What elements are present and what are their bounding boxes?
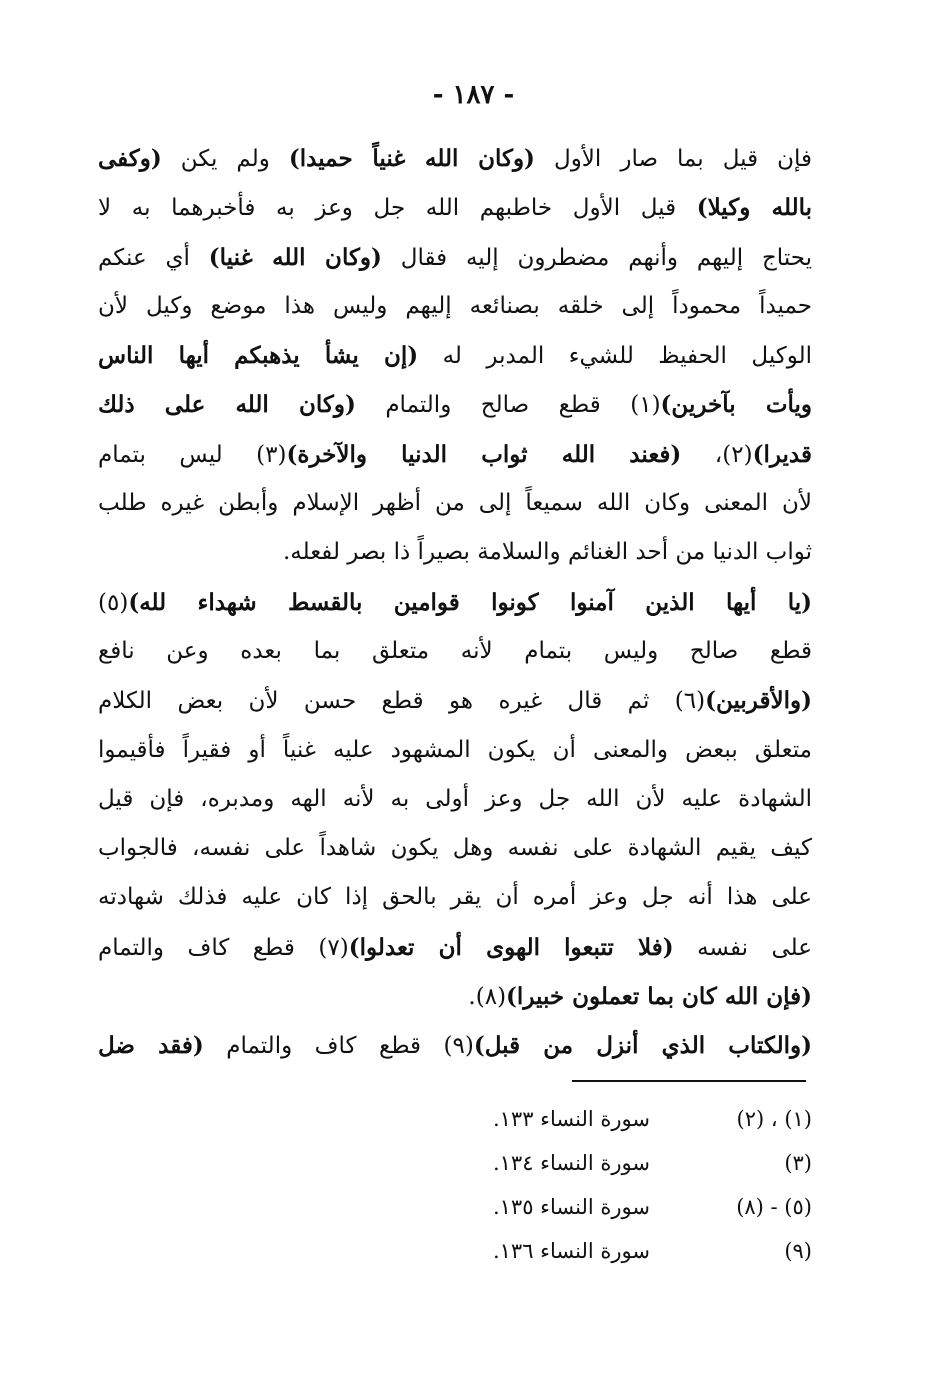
footnotes: [420, 1097, 812, 1273]
text-line: [98, 380, 812, 429]
text-line: [98, 873, 812, 922]
footnote-separator: [572, 1080, 806, 1082]
body-text: [98, 134, 812, 1071]
text-line: [98, 972, 812, 1021]
text-line: [98, 726, 812, 775]
footnote-label: (٩): [784, 1239, 812, 1263]
text-segment: (٧) قطع كاف والتمام: [98, 934, 349, 961]
text-line: [98, 331, 812, 380]
text-line: [98, 676, 812, 725]
text-segment: على هذا أنه جل وعز أمره أن يقر بالحق إذا كان عليه فذلك شهادته: [98, 884, 812, 911]
quran-quote: (والكتاب الذي أنزل من قبل): [473, 1032, 812, 1060]
text-line: [98, 282, 812, 331]
text-segment: يحتاج إليهم وأنهم مضطرون إليه فقال: [381, 244, 813, 271]
text-line: [98, 824, 812, 873]
footnote-item: [420, 1141, 812, 1185]
quran-quote: (يا أيها الذين آمنوا كونوا قوامين بالقسط شهداء لله): [128, 588, 812, 616]
text-segment: (٢)،: [681, 441, 753, 468]
text-segment: حميداً محموداً إلى خلقه بصنائعه إليهم وليس هذا موضع وكيل لأن: [98, 292, 812, 319]
text-segment: (٦) ثم قال غيره هو قطع حسن لأن بعض الكلام: [98, 688, 706, 715]
text-segment: (٣) ليس بتمام: [98, 441, 287, 468]
quran-quote: (والأقربين): [705, 687, 812, 715]
quran-quote: (وكان الله على ذلك: [98, 391, 356, 419]
text-segment: أي عنكم: [98, 244, 209, 271]
text-line: [98, 430, 812, 479]
quran-quote: قديرا): [752, 440, 812, 468]
quran-quote: (إن يشأ يذهبكم أيها الناس: [98, 342, 419, 370]
quran-quote: (فلا تتبعوا الهوى أن تعدلوا): [348, 933, 674, 961]
text-line: [98, 134, 812, 183]
footnote-reference: سورة النساء ١٣٦.: [492, 1239, 650, 1263]
footnote-reference: سورة النساء ١٣٥.: [492, 1195, 650, 1219]
footnote-item: [420, 1229, 812, 1273]
text-line: [98, 528, 812, 577]
footnote-reference: سورة النساء ١٣٣.: [492, 1107, 650, 1131]
footnote-label: (١) ، (٢): [736, 1107, 812, 1131]
quran-quote: بالله وكيلا): [696, 194, 812, 222]
footnote-item: [420, 1097, 812, 1141]
text-line: [98, 578, 812, 627]
footnote-reference: سورة النساء ١٣٤.: [492, 1151, 650, 1175]
text-segment: الوكيل الحفيظ للشيء المدبر له: [418, 343, 812, 370]
text-line: [98, 923, 812, 972]
text-line: [98, 627, 812, 676]
text-segment: قطع صالح وليس بتمام لأنه متعلق بما بعده وعن نافع: [98, 637, 812, 664]
text-segment: (١) قطع صالح والتمام: [355, 392, 661, 419]
text-segment: قيل الأول خاطبهم الله جل وعز به فأخبرهما به لا: [98, 195, 697, 222]
text-segment: على نفسه: [673, 934, 812, 961]
footnote-label: (٣): [784, 1151, 812, 1175]
footnote-label: (٥) - (٨): [736, 1195, 812, 1219]
page-number: - ١٨٧ -: [432, 80, 515, 110]
quran-quote: (فقد ضل: [98, 1032, 204, 1060]
text-line: [98, 775, 812, 824]
text-line: [98, 1021, 812, 1070]
text-segment: ولم يكن: [161, 146, 289, 172]
text-line: [98, 183, 812, 232]
quran-quote: (فعند الله ثواب الدنيا والآخرة): [286, 440, 682, 468]
quran-quote: (وكفى: [98, 145, 162, 172]
text-segment: (٥): [98, 589, 129, 616]
quran-quote: (وكان الله غنياً حميدا): [288, 145, 535, 172]
text-segment: (٨).: [468, 984, 507, 1011]
text-line: [98, 479, 812, 528]
text-segment: لأن المعنى وكان الله سميعاً إلى من أظهر الإسلام وأبطن غيره طلب: [98, 490, 812, 517]
text-segment: ثواب الدنيا من أحد الغنائم والسلامة بصيراً ذا بصر لفعله.: [282, 539, 812, 566]
footnote-item: [420, 1185, 812, 1229]
quran-quote: ويأت بآخرين): [660, 391, 812, 419]
quran-quote: (فإن الله كان بما تعملون خبيرا): [506, 983, 812, 1011]
text-segment: متعلق ببعض والمعنى أن يكون المشهود عليه غنياً أو فقيراً فأقيموا: [98, 736, 812, 763]
text-line: [98, 233, 812, 282]
text-segment: فإن قيل بما صار الأول: [534, 146, 813, 172]
quran-quote: (وكان الله غنيا): [208, 243, 382, 271]
text-segment: الشهادة عليه لأن الله جل وعز أولى به لأنه الهه ومدبره، فإن قيل: [98, 785, 812, 812]
text-segment: كيف يقيم الشهادة على نفسه وهل يكون شاهداً على نفسه، فالجواب: [98, 835, 812, 862]
text-segment: (٩) قطع كاف والتمام: [203, 1033, 474, 1060]
